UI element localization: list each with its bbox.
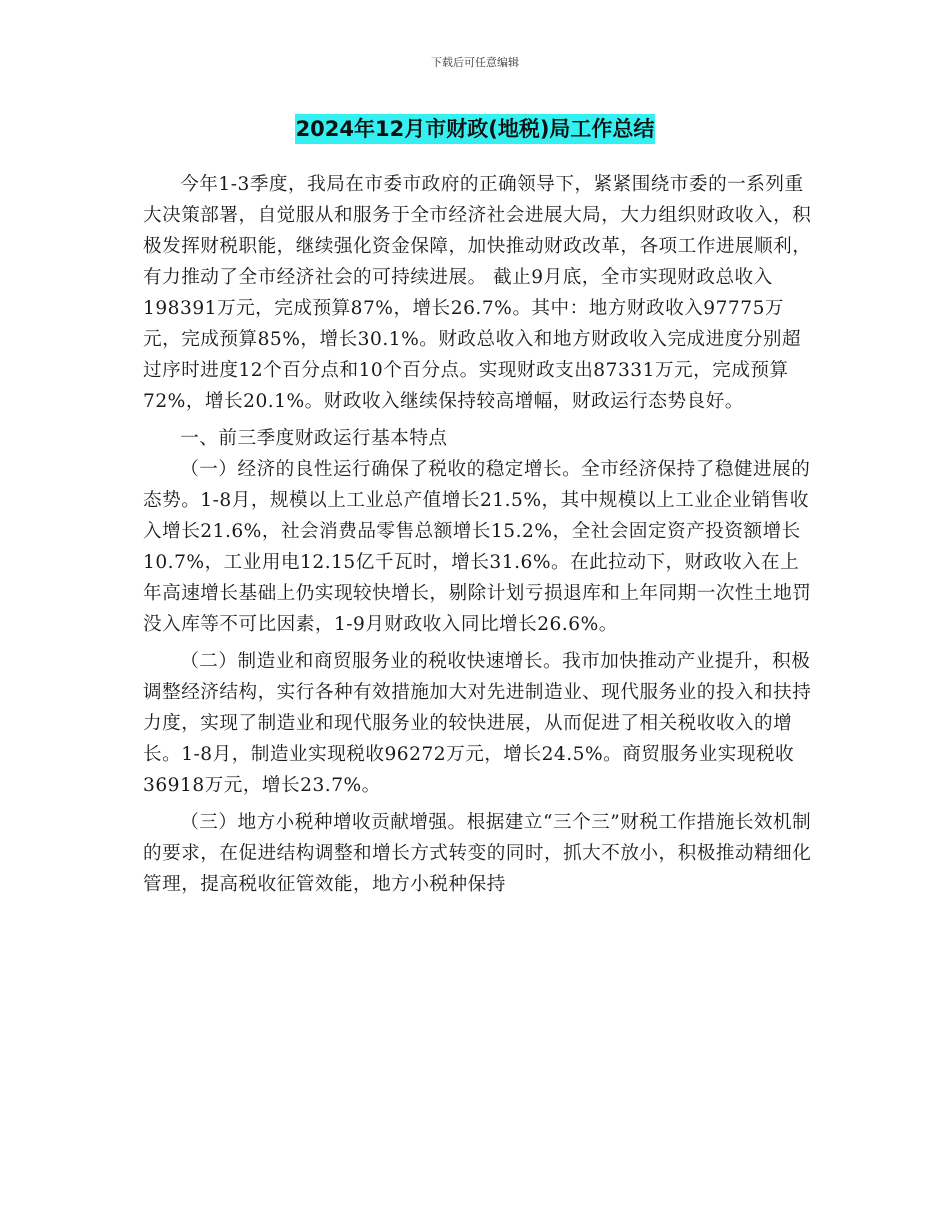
title-container (0, 114, 950, 144)
paragraph-subsection-1: （一）经济的良性运行确保了税收的稳定增长。全市经济保持了稳健进展的态势。1-8月，规模以上工业总产值增长21.5%，其中规模以上工业企业销售收入增长21.6%，社会消费品零售总额增长15.2%，全社会固定资产投资额增长10.7%，工业用电12.15亿千瓦时，增长31.6%。在此拉动下，财政收入在上年高速增长基础上仍实现较快增长，剔除计划亏损退库和上年同期一次性土地罚没入库等不可比因素，1-9月财政收入同比增长26.6%。 (143, 459, 812, 635)
section-heading-1: 一、前三季度财政运行基本特点 (180, 428, 448, 449)
document-title: 2024年12月市财政(地税)局工作总结 (295, 114, 656, 144)
paragraph-subsection-2: （二）制造业和商贸服务业的税收快速增长。我市加快推动产业提升，积极调整经济结构，实行各种有效措施加大对先进制造业、现代服务业的投入和扶持力度，实现了制造业和现代服务业的较快进展，从而促进了相关税收收入的增长。1-8月，制造业实现税收96272万元，增长24.5%。商贸服务业实现税收36918万元，增长23.7%。 (143, 651, 812, 796)
header-note: 下载后可任意编辑 (431, 56, 519, 69)
paragraph-subsection-3: （三）地方小税种增收贡献增强。根据建立“三个三”财税工作措施长效机制的要求，在促进结构调整和增长方式转变的同时，抓大不放小，积极推动精细化管理，提高税收征管效能，地方小税种保持 (143, 812, 812, 895)
document-body (143, 169, 815, 906)
paragraph-intro: 今年1-3季度，我局在市委市政府的正确领导下，紧紧围绕市委的一系列重大决策部署，自觉服从和服务于全市经济社会进展大局，大力组织财政收入，积极发挥财税职能，继续强化资金保障，加快推动财政改革，各项工作进展顺利，有力推动了全市经济社会的可持续进展。 截止9月底，全市实现财政总收入198391万元，完成预算87%，增长26.7%。其中：地方财政收入97775万元，完成预算85%，增长30.1%。财政总收入和地方财政收入完成进度分别超过序时进度12个百分点和10个百分点。实现财政支出87331万元，完成预算72%，增长20.1%。财政收入继续保持较高增幅，财政运行态势良好。 (143, 174, 812, 412)
